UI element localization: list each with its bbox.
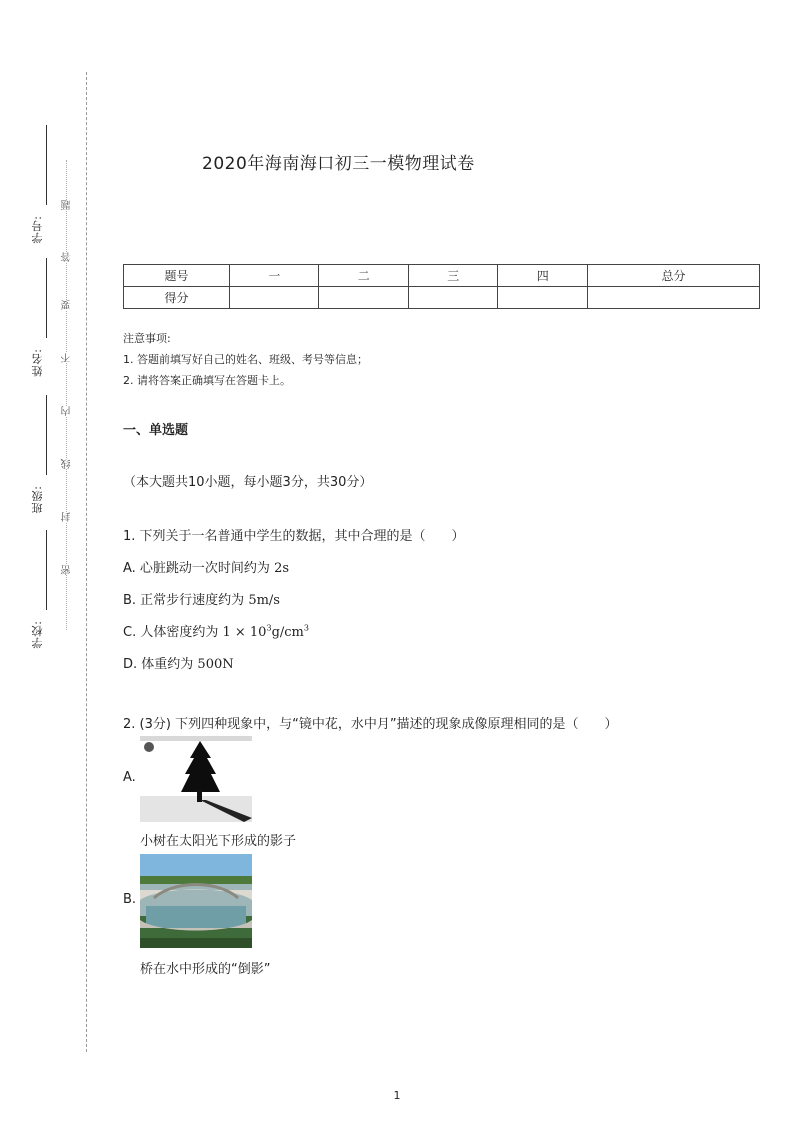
question-1-option-a[interactable]: [123, 557, 289, 576]
notes: [123, 328, 368, 391]
question-1-option-c[interactable]: [123, 621, 309, 640]
table-cell: 得分: [124, 287, 230, 309]
score-input-cell[interactable]: [319, 287, 408, 309]
tree-shadow-image: [140, 736, 252, 822]
score-input-cell[interactable]: [408, 287, 497, 309]
question-2-option-a-caption: 小树在太阳光下形成的影子: [140, 834, 297, 849]
table-cell: 总分: [587, 265, 759, 287]
seal-char: 内: [62, 406, 73, 416]
value-exponent: 3: [266, 623, 272, 633]
school-line: [46, 530, 47, 610]
binding-dashed-line: [86, 72, 87, 1052]
notes-item: 1. 答题前填写好自己的姓名、班级、考号等信息；: [123, 353, 368, 366]
table-cell: 一: [230, 265, 319, 287]
unit-exponent: 3: [303, 623, 309, 633]
section-title: 一、单选题: [123, 423, 189, 438]
question-1-option-b[interactable]: [123, 589, 280, 608]
notes-item: 2. 请将答案正确填写在答题卡上。: [123, 374, 291, 387]
seal-char: 题: [62, 200, 73, 210]
score-input-cell[interactable]: [498, 287, 587, 309]
bridge-reflection-image: [140, 854, 252, 948]
table-row: [124, 265, 760, 287]
class-label: 班级:: [31, 485, 44, 514]
seal-char: 不: [62, 353, 73, 363]
option-label: A. 心脏跳动一次时间约为: [123, 561, 275, 576]
class-line: [46, 395, 47, 475]
table-cell: 四: [498, 265, 587, 287]
seal-char: 答: [62, 252, 73, 262]
option-label: C. 人体密度约为: [123, 625, 223, 640]
option-label: B. 正常步行速度约为: [123, 593, 249, 608]
table-cell: 三: [408, 265, 497, 287]
seal-char: 要: [62, 300, 73, 310]
question-1-stem: 1. 下列关于一名普通中学生的数据，其中合理的是（ ）: [123, 529, 465, 544]
option-value: 500N: [197, 657, 234, 672]
question-2-option-a-label[interactable]: A.: [123, 770, 136, 785]
notes-heading: 注意事项:: [123, 332, 171, 345]
score-input-cell[interactable]: [587, 287, 759, 309]
score-table: [123, 264, 760, 309]
table-cell: 题号: [124, 265, 230, 287]
option-label: D. 体重约为: [123, 657, 198, 672]
score-input-cell[interactable]: [230, 287, 319, 309]
table-cell: 二: [319, 265, 408, 287]
seal-char: 封: [62, 512, 73, 522]
question-1-option-d[interactable]: [123, 653, 234, 672]
student-id-label: 学号:: [31, 215, 44, 244]
question-2-stem: 2. (3分) 下列四种现象中，与“镜中花，水中月”描述的现象成像原理相同的是（ ）: [123, 717, 618, 732]
page-title: 2020年海南海口初三一模物理试卷: [202, 154, 475, 174]
seal-text: [60, 160, 72, 630]
question-2-option-b-label[interactable]: B.: [123, 892, 137, 907]
page-number: 1: [393, 1089, 401, 1102]
section-info: （本大题共10小题，每小题3分，共30分）: [123, 475, 373, 490]
table-row: [124, 287, 760, 309]
seal-char: 线: [62, 459, 73, 469]
value-base: 1 × 10: [222, 625, 267, 640]
option-value: [222, 625, 308, 640]
name-label: 姓名:: [31, 348, 44, 377]
question-2-option-b-caption: 桥在水中形成的“倒影”: [140, 962, 271, 977]
name-line: [46, 258, 47, 338]
seal-char: 密: [62, 565, 73, 575]
value-unit: g/cm: [271, 625, 304, 640]
school-label: 学校:: [31, 620, 44, 649]
student-id-line: [46, 125, 47, 205]
option-value: 5m/s: [248, 593, 280, 608]
option-value: 2s: [274, 561, 290, 576]
